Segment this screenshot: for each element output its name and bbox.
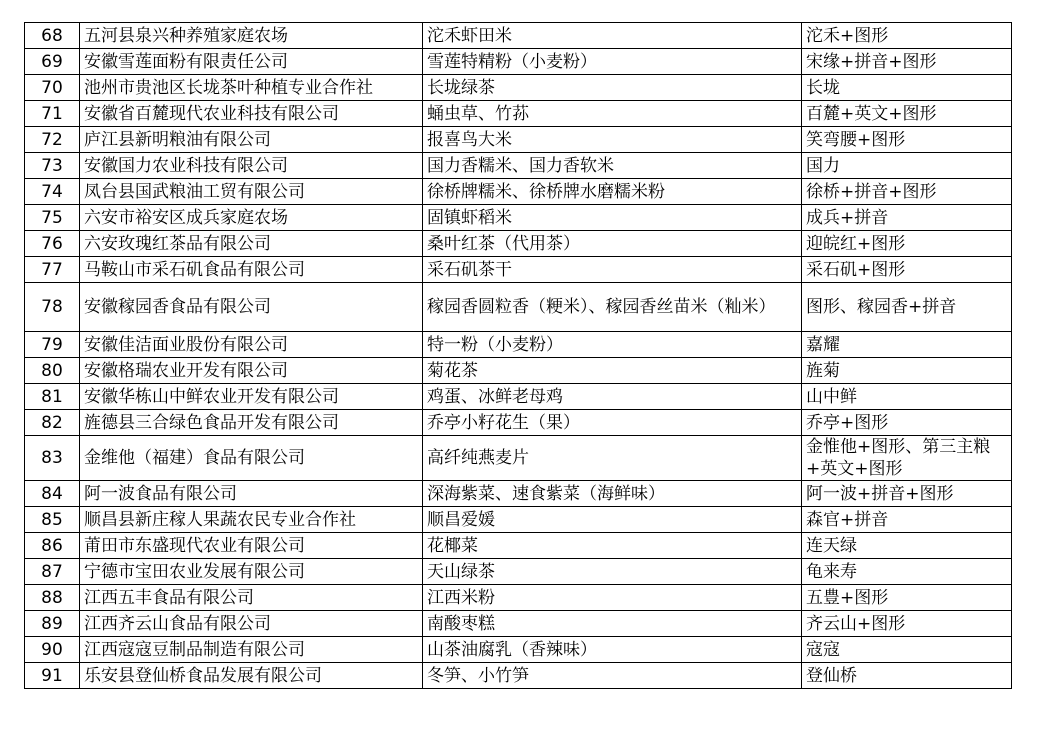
products-cell: 鸡蛋、冰鲜老母鸡 <box>423 384 802 410</box>
trademark-cell: 国力 <box>802 153 1012 179</box>
trademark-cell: 森官+拼音 <box>802 507 1012 533</box>
products-cell: 南酸枣糕 <box>423 611 802 637</box>
company-cell: 金维他（福建）食品有限公司 <box>80 436 423 481</box>
table-row <box>25 637 1012 663</box>
trademark-cell: 长垅 <box>802 75 1012 101</box>
products-cell: 蛹虫草、竹荪 <box>423 101 802 127</box>
trademark-cell: 百麓+英文+图形 <box>802 101 1012 127</box>
products-cell: 固镇虾稻米 <box>423 205 802 231</box>
trademark-cell: 沱禾+图形 <box>802 23 1012 49</box>
products-cell: 天山绿茶 <box>423 559 802 585</box>
company-cell: 凤台县国武粮油工贸有限公司 <box>80 179 423 205</box>
company-cell: 安徽国力农业科技有限公司 <box>80 153 423 179</box>
trademark-cell: 山中鲜 <box>802 384 1012 410</box>
table-row <box>25 663 1012 689</box>
company-cell: 安徽雪莲面粉有限责任公司 <box>80 49 423 75</box>
table-row <box>25 410 1012 436</box>
table-row <box>25 153 1012 179</box>
company-cell: 池州市贵池区长垅茶叶种植专业合作社 <box>80 75 423 101</box>
table-row <box>25 231 1012 257</box>
trademark-cell: 采石矶+图形 <box>802 257 1012 283</box>
row-number-cell: 82 <box>25 410 80 436</box>
products-cell: 雪莲特精粉（小麦粉） <box>423 49 802 75</box>
table-body <box>25 23 1012 689</box>
company-cell: 六安市裕安区成兵家庭农场 <box>80 205 423 231</box>
products-cell: 稼园香圆粒香（粳米）、稼园香丝苗米（籼米） <box>423 283 802 332</box>
row-number-cell: 90 <box>25 637 80 663</box>
products-cell: 顺昌爱媛 <box>423 507 802 533</box>
company-cell: 江西五丰食品有限公司 <box>80 585 423 611</box>
trademark-cell: 迎皖红+图形 <box>802 231 1012 257</box>
table-row <box>25 101 1012 127</box>
row-number-cell: 78 <box>25 283 80 332</box>
trademark-cell: 金惟他+图形、第三主粮+英文+图形 <box>802 436 1012 481</box>
company-cell: 安徽佳洁面业股份有限公司 <box>80 332 423 358</box>
table-row <box>25 533 1012 559</box>
products-cell: 采石矶茶干 <box>423 257 802 283</box>
company-cell: 安徽格瑞农业开发有限公司 <box>80 358 423 384</box>
trademark-cell: 成兵+拼音 <box>802 205 1012 231</box>
company-cell: 江西齐云山食品有限公司 <box>80 611 423 637</box>
company-cell: 六安玫瑰红茶品有限公司 <box>80 231 423 257</box>
table-row <box>25 481 1012 507</box>
row-number-cell: 72 <box>25 127 80 153</box>
table-row <box>25 559 1012 585</box>
row-number-cell: 76 <box>25 231 80 257</box>
trademark-cell: 龟来寿 <box>802 559 1012 585</box>
products-cell: 特一粉（小麦粉） <box>423 332 802 358</box>
table-row <box>25 507 1012 533</box>
trademark-cell: 登仙桥 <box>802 663 1012 689</box>
trademark-cell: 阿一波+拼音+图形 <box>802 481 1012 507</box>
table-row <box>25 585 1012 611</box>
table-row <box>25 179 1012 205</box>
trademark-cell: 嘉耀 <box>802 332 1012 358</box>
table-row <box>25 49 1012 75</box>
trademark-cell: 连天绿 <box>802 533 1012 559</box>
row-number-cell: 74 <box>25 179 80 205</box>
company-cell: 莆田市东盛现代农业有限公司 <box>80 533 423 559</box>
trademark-cell: 乔亭+图形 <box>802 410 1012 436</box>
company-cell: 阿一波食品有限公司 <box>80 481 423 507</box>
row-number-cell: 79 <box>25 332 80 358</box>
products-cell: 长垅绿茶 <box>423 75 802 101</box>
table-row <box>25 205 1012 231</box>
table-row <box>25 23 1012 49</box>
table-row <box>25 611 1012 637</box>
row-number-cell: 91 <box>25 663 80 689</box>
table-row <box>25 257 1012 283</box>
table-row <box>25 75 1012 101</box>
company-cell: 乐安县登仙桥食品发展有限公司 <box>80 663 423 689</box>
company-cell: 安徽省百麓现代农业科技有限公司 <box>80 101 423 127</box>
company-cell: 马鞍山市采石矶食品有限公司 <box>80 257 423 283</box>
row-number-cell: 73 <box>25 153 80 179</box>
products-cell: 花椰菜 <box>423 533 802 559</box>
company-cell: 江西寇寇豆制品制造有限公司 <box>80 637 423 663</box>
company-cell: 旌德县三合绿色食品开发有限公司 <box>80 410 423 436</box>
table-row <box>25 436 1012 481</box>
trademark-cell: 五豊+图形 <box>802 585 1012 611</box>
table-row <box>25 283 1012 332</box>
products-cell: 江西米粉 <box>423 585 802 611</box>
row-number-cell: 69 <box>25 49 80 75</box>
trademark-cell: 宋缘+拼音+图形 <box>802 49 1012 75</box>
products-cell: 高纤纯燕麦片 <box>423 436 802 481</box>
row-number-cell: 84 <box>25 481 80 507</box>
products-cell: 徐桥牌糯米、徐桥牌水磨糯米粉 <box>423 179 802 205</box>
products-cell: 乔亭小籽花生（果） <box>423 410 802 436</box>
table-row <box>25 384 1012 410</box>
products-cell: 桑叶红茶（代用茶） <box>423 231 802 257</box>
row-number-cell: 75 <box>25 205 80 231</box>
row-number-cell: 70 <box>25 75 80 101</box>
table-row <box>25 127 1012 153</box>
row-number-cell: 71 <box>25 101 80 127</box>
products-cell: 菊花茶 <box>423 358 802 384</box>
company-cell: 宁德市宝田农业发展有限公司 <box>80 559 423 585</box>
products-cell: 沱禾虾田米 <box>423 23 802 49</box>
row-number-cell: 83 <box>25 436 80 481</box>
trademark-cell: 旌菊 <box>802 358 1012 384</box>
products-cell: 山茶油腐乳（香辣味） <box>423 637 802 663</box>
trademark-cell: 寇寇 <box>802 637 1012 663</box>
products-cell: 报喜鸟大米 <box>423 127 802 153</box>
table-row <box>25 358 1012 384</box>
row-number-cell: 77 <box>25 257 80 283</box>
row-number-cell: 80 <box>25 358 80 384</box>
company-cell: 庐江县新明粮油有限公司 <box>80 127 423 153</box>
trademark-cell: 笑弯腰+图形 <box>802 127 1012 153</box>
company-cell: 五河县泉兴种养殖家庭农场 <box>80 23 423 49</box>
row-number-cell: 88 <box>25 585 80 611</box>
products-cell: 国力香糯米、国力香软米 <box>423 153 802 179</box>
company-cell: 安徽稼园香食品有限公司 <box>80 283 423 332</box>
row-number-cell: 87 <box>25 559 80 585</box>
trademark-cell: 图形、稼园香+拼音 <box>802 283 1012 332</box>
row-number-cell: 89 <box>25 611 80 637</box>
row-number-cell: 81 <box>25 384 80 410</box>
product-registry-table <box>24 22 1012 689</box>
trademark-cell: 齐云山+图形 <box>802 611 1012 637</box>
company-cell: 顺昌县新庄稼人果蔬农民专业合作社 <box>80 507 423 533</box>
products-cell: 冬笋、小竹笋 <box>423 663 802 689</box>
products-cell: 深海紫菜、速食紫菜（海鲜味） <box>423 481 802 507</box>
row-number-cell: 85 <box>25 507 80 533</box>
trademark-cell: 徐桥+拼音+图形 <box>802 179 1012 205</box>
row-number-cell: 68 <box>25 23 80 49</box>
company-cell: 安徽华栋山中鲜农业开发有限公司 <box>80 384 423 410</box>
row-number-cell: 86 <box>25 533 80 559</box>
table-row <box>25 332 1012 358</box>
